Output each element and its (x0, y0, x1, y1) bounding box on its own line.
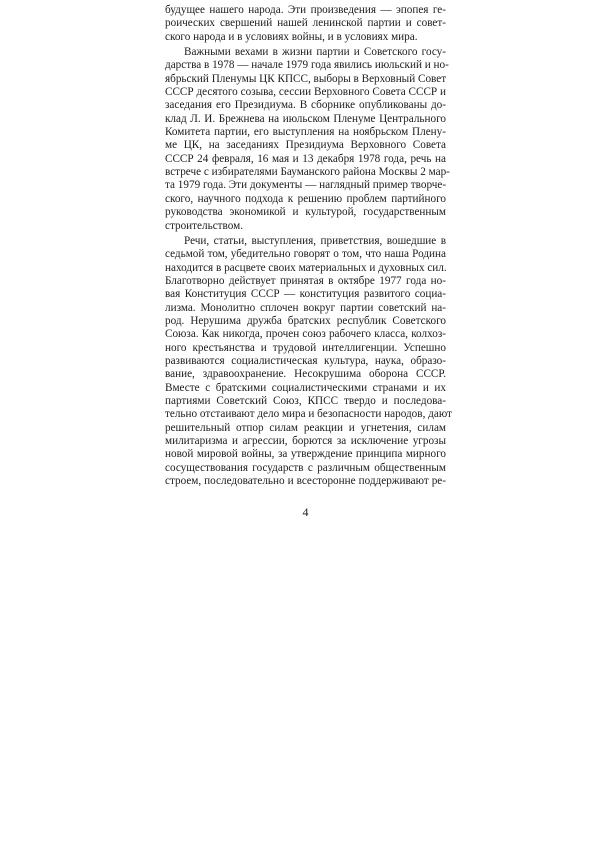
text-line: ского народа и в условиях войны, и в условиях мира. (165, 30, 418, 43)
paragraph (165, 4, 446, 44)
text-line: новой мировой войны, за утверждение принципа мирного (165, 448, 446, 461)
text-line: развиваются социалистическая культура, наука, образо- (165, 354, 446, 367)
text-line: строем, последовательно и всесторонне поддерживают ре- (165, 475, 446, 488)
paragraph (165, 46, 450, 233)
text-line: роических свершений нашей ленинской партии и совет- (165, 17, 446, 30)
text-line: Речи, статьи, выступления, приветствия, вошедшие в (184, 234, 446, 247)
text-line: ского, научного подхода к решению проблем партийного (165, 192, 446, 205)
text-line: род. Нерушима дружба братских республик Советского (165, 314, 446, 327)
text-line: партиями Советский Союз, КПСС твердо и последова- (165, 394, 446, 407)
text-line: находится в расцвете своих материальных и духовных сил. (165, 261, 447, 274)
text-line: СССР 24 февраля, 16 мая и 13 декабря 1978 года, речь на (165, 152, 446, 165)
paragraph (165, 234, 452, 489)
text-line: ме ЦК, на заседаниях Президиума Верховного Совета (165, 139, 446, 152)
text-line: седьмой том, убедительно говорят о том, что наша Родина (165, 248, 446, 261)
body-text (165, 4, 452, 488)
text-line: заседания его Президиума. В сборнике опубликованы до- (165, 99, 446, 112)
text-line: будущее нашего народа. Эти произведения — эпопея ге- (165, 4, 446, 16)
text-line: дарства в 1978 — начале 1979 года явились июльский и но- (165, 59, 449, 72)
text-line: строительством. (165, 219, 244, 232)
text-line: Важными вехами в жизни партии и Советского госу- (184, 46, 446, 59)
text-line: решительный отпор силам реакции и угнетения, силам (165, 421, 446, 434)
text-line: тельно отстаивают дело мира и безопасности народов, дают (165, 408, 452, 421)
text-line: Вместе с братскими социалистическими странами и их (165, 381, 446, 394)
document-page (165, 4, 452, 519)
text-line: ябрьский Пленумы ЦК КПСС, выборы в Верховный Совет (165, 72, 447, 85)
text-line: СССР десятого созыва, сессии Верховного Совета СССР и (165, 86, 446, 99)
text-line: ного крестьянства и трудовой интеллигенции. Успешно (165, 341, 446, 354)
text-line: лизма. Монолитно сплочен вокруг партии советский на- (165, 301, 446, 314)
text-line: вание, здравоохранение. Несокрушима оборона СССР. (165, 368, 446, 381)
page-number: 4 (302, 505, 309, 519)
text-line: Комитета партии, его выступления на ноябрьском Плену- (165, 126, 446, 139)
text-line: та 1979 года. Эти документы — наглядный пример творче- (165, 179, 447, 192)
text-line: милитаризма и агрессии, борются за исключение угрозы (165, 435, 446, 447)
text-line: клад Л. И. Брежнева на июльском Пленуме Центрального (165, 112, 446, 125)
text-line: Благотворно действует принятая в октябре 1977 года но- (165, 274, 446, 287)
text-line: руководства экономикой и культурой, государственным (165, 206, 446, 219)
text-line: встрече с избирателями Бауманского района Москвы 2 мар- (165, 166, 450, 179)
text-line: сосуществования государств с различным общественным (165, 461, 446, 474)
text-line: вая Конституция СССР — конституция развитого социа- (165, 288, 446, 301)
text-line: Союза. Как никогда, прочен союз рабочего класса, колхоз- (165, 328, 446, 341)
